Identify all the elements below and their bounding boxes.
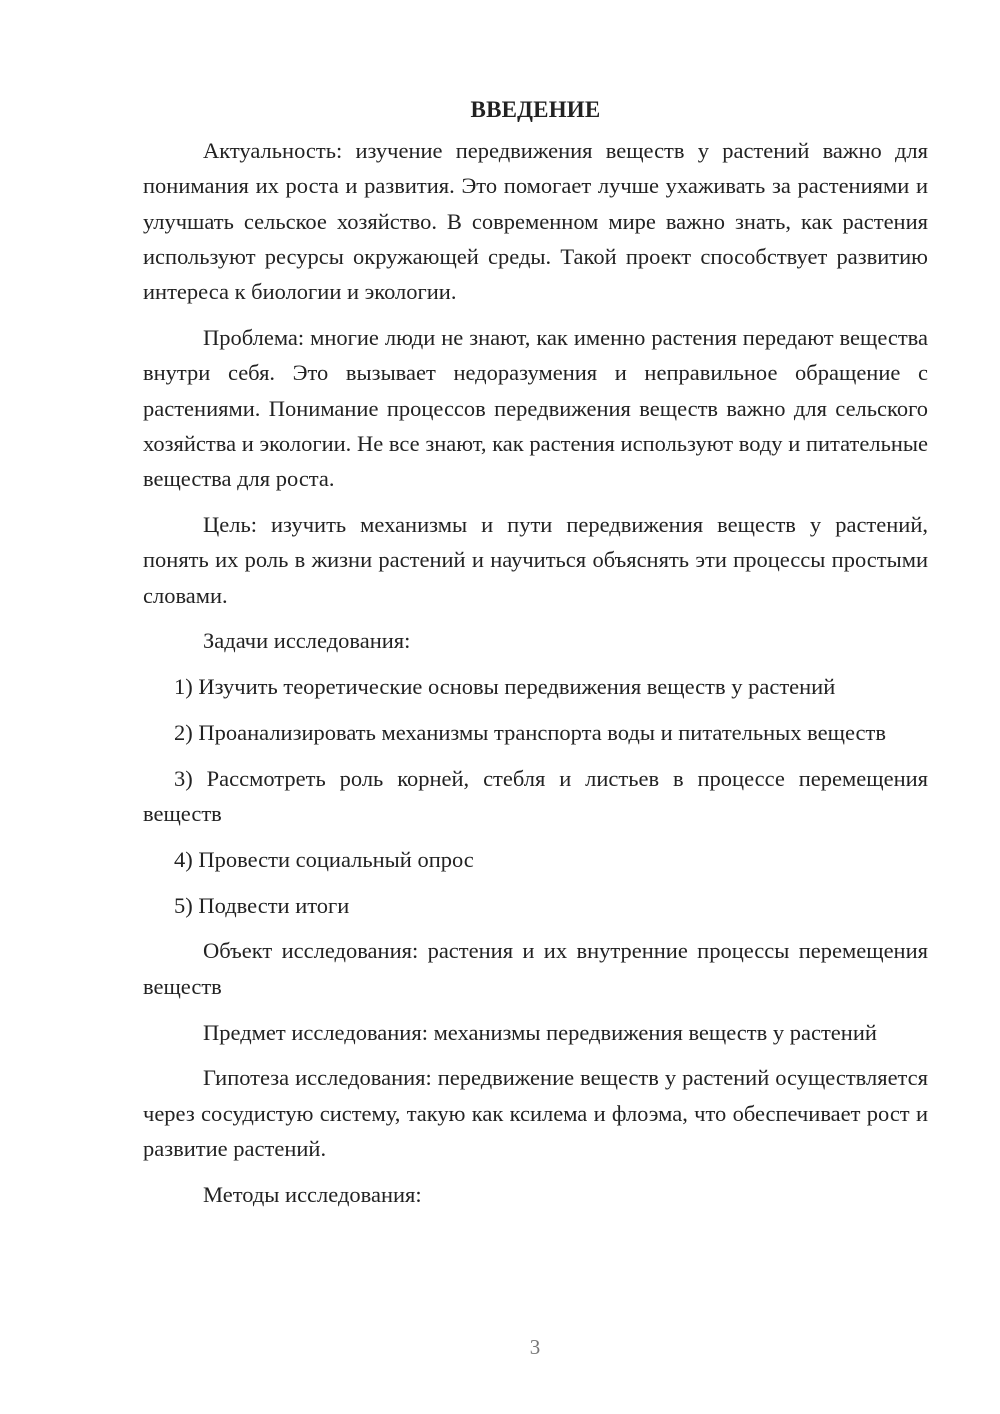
document-page (143, 93, 928, 1212)
research-object-paragraph: Объект исследования: растения и их внутренние процессы перемещения веществ (143, 938, 928, 999)
task-item-2: 2) Проанализировать механизмы транспорта воды и питательных веществ (174, 719, 886, 745)
page-number: 3 (529, 1335, 541, 1359)
research-hypothesis-paragraph: Гипотеза исследования: передвижение веществ у растений осуществляется через сосудистую систему, такую как ксилема и флоэма, что обеспечивает рост и развитие растений. (143, 1065, 928, 1161)
task-item-1: 1) Изучить теоретические основы передвижения веществ у растений (174, 674, 836, 700)
research-subject-paragraph: Предмет исследования: механизмы передвижения веществ у растений (203, 1019, 877, 1045)
task-item-5: 5) Подвести итоги (174, 892, 350, 918)
task-item-4: 4) Провести социальный опрос (174, 846, 474, 872)
tasks-title: Задачи исследования: (203, 628, 411, 654)
research-methods-title: Методы исследования: (203, 1181, 422, 1207)
goal-paragraph: Цель: изучить механизмы и пути передвижения веществ у растений, понять их роль в жизни растений и научиться объяснять эти процессы простыми словами. (143, 511, 928, 608)
problem-paragraph: Проблема: многие люди не знают, как именно растения передают вещества внутри себя. Это вызывает недоразумения и неправильное обращение с растениями. Понимание процессов передвижения веществ важно для сельского хозяйства и экологии. Не все знают, как растения используют воду и питательные вещества для роста. (143, 324, 928, 492)
relevance-paragraph: Актуальность: изучение передвижения веществ у растений важно для понимания их роста и развития. Это помогает лучше ухаживать за растениями и улучшать сельское хозяйство. В современном мире важно знать, как растения используют ресурсы окружающей среды. Такой проект способствует развитию интереса к биологии и экологии. (143, 138, 928, 305)
section-heading: ВВЕДЕНИЕ (470, 97, 601, 122)
task-item-3: 3) Рассмотреть роль корней, стебля и листьев в процессе перемещения веществ (143, 765, 928, 827)
